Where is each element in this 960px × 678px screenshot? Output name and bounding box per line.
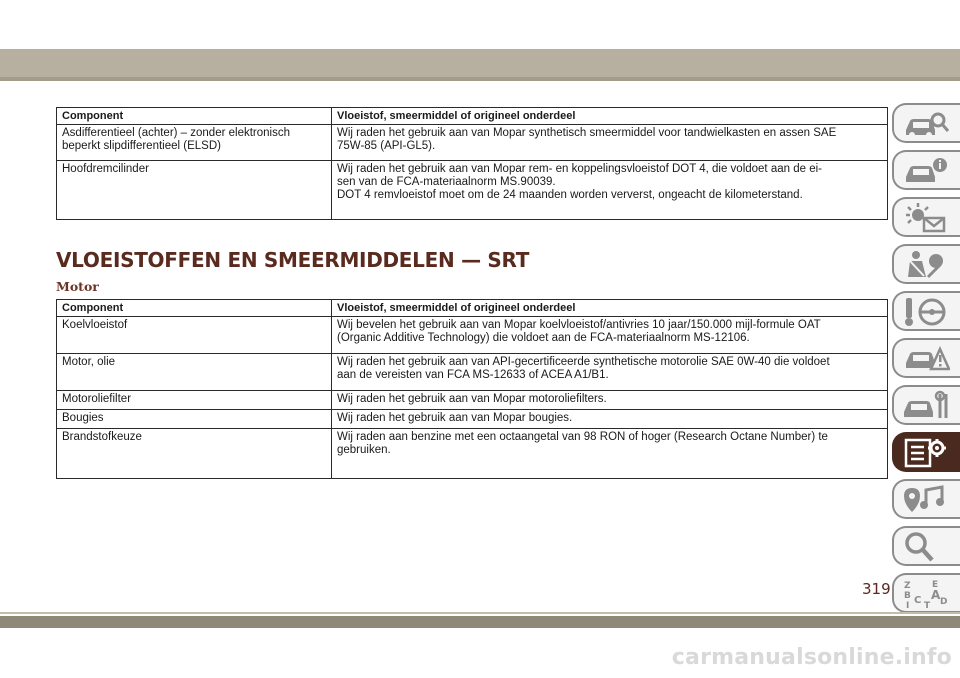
table-header-row xyxy=(57,108,888,125)
index-letter: T xyxy=(924,601,931,610)
tab-index[interactable] xyxy=(892,573,960,613)
component-cell: Brandstofkeuze xyxy=(57,429,332,479)
component-cell: Motor, olie xyxy=(57,354,332,391)
fluid-cell: Wij raden het gebruik aan van API-gecertificeerde synthetische motorolie SAE 0W-40 die voldoet aan de vereisten van FCA MS-12633 of ACEA A1/B1. xyxy=(332,354,888,391)
tab-warning-lights[interactable] xyxy=(892,197,960,237)
footer-band xyxy=(0,616,960,628)
component-cell: Motoroliefilter xyxy=(57,391,332,410)
footer-rule xyxy=(0,612,960,614)
tab-instrument-panel[interactable] xyxy=(892,150,960,190)
tab-technical-specifications[interactable] xyxy=(892,432,960,472)
column-header-component: Component xyxy=(57,300,332,317)
fluid-cell: Wij raden het gebruik aan van Mopar rem- en koppelingsvloeistof DOT 4, die voldoet aan de ei- sen van de FCA-materiaalnorm MS.90039. DOT 4 remvloeistof moet om de 24 maanden worden ververst, ongeacht de kilometerstand. xyxy=(332,161,888,220)
index-search-icon xyxy=(902,531,950,563)
table-row xyxy=(57,125,888,161)
index-letter: C xyxy=(914,595,922,606)
fluid-cell: Wij bevelen het gebruik aan van Mopar koelvloeistof/antivries 10 jaar/150.000 mijl-formule OAT (Organic Additive Technology) die voldoet aan de FCA-materiaalnorm MS-12106. xyxy=(332,317,888,354)
table-header-row xyxy=(57,300,888,317)
car-wrench-icon xyxy=(902,390,950,422)
tab-in-case-of-emergency[interactable] xyxy=(892,338,960,378)
header-band-edge xyxy=(0,77,960,81)
tab-servicing-maintenance[interactable] xyxy=(892,385,960,425)
fluids-table-axle-brake xyxy=(56,107,888,220)
table-row xyxy=(57,391,888,410)
fluid-cell: Wij raden het gebruik aan van Mopar motoroliefilters. xyxy=(332,391,888,410)
index-letter: B xyxy=(904,591,911,601)
table-row xyxy=(57,410,888,429)
column-header-fluid: Vloeistof, smeermiddel of origineel onderdeel xyxy=(332,300,888,317)
alphabetical-index-icon xyxy=(902,578,950,610)
seatbelt-airbag-icon xyxy=(902,249,950,281)
table-row xyxy=(57,354,888,391)
fluid-cell: Wij raden het gebruik aan van Mopar bougies. xyxy=(332,410,888,429)
component-cell: Asdifferentieel (achter) – zonder elektronisch beperkt slipdifferentieel (ELSD) xyxy=(57,125,332,161)
index-letter: I xyxy=(906,601,910,610)
section-title: VLOEISTOFFEN EN SMEERMIDDELEN — SRT xyxy=(56,248,530,272)
component-cell: Hoofdremcilinder xyxy=(57,161,332,220)
specifications-gear-icon xyxy=(902,437,950,469)
tab-customer-assistance[interactable] xyxy=(892,526,960,566)
component-cell: Bougies xyxy=(57,410,332,429)
fluid-cell: Wij raden aan benzine met een octaangetal van 98 RON of hoger (Research Octane Number) te gebruiken. xyxy=(332,429,888,479)
fluid-cell: Wij raden het gebruik aan van Mopar synthetisch smeermiddel voor tandwielkasten en assen SAE 75W-85 (API-GL5). xyxy=(332,125,888,161)
tab-getting-to-know-vehicle[interactable] xyxy=(892,103,960,143)
component-cell: Koelvloeistof xyxy=(57,317,332,354)
page-number: 319 xyxy=(862,580,891,598)
car-search-icon xyxy=(902,108,950,140)
chapter-tabs xyxy=(892,103,960,620)
car-info-icon xyxy=(902,155,950,187)
column-header-fluid: Vloeistof, smeermiddel of origineel onderdeel xyxy=(332,108,888,125)
car-hazard-triangle-icon xyxy=(902,343,950,375)
key-steering-wheel-icon xyxy=(902,296,950,328)
tab-safety[interactable] xyxy=(892,244,960,284)
index-letter: Z xyxy=(904,581,911,591)
index-letter: D xyxy=(940,597,948,607)
index-letter: E xyxy=(932,580,939,590)
tab-multimedia[interactable] xyxy=(892,479,960,519)
table-row xyxy=(57,317,888,354)
section-subtitle: Motor xyxy=(56,279,99,294)
table-row xyxy=(57,161,888,220)
warning-light-message-icon xyxy=(902,202,950,234)
table-row xyxy=(57,429,888,479)
watermark: carmanualsonline.info xyxy=(671,645,952,670)
fluids-table-engine xyxy=(56,299,888,479)
header-band xyxy=(0,49,960,77)
tab-starting-operating[interactable] xyxy=(892,291,960,331)
column-header-component: Component xyxy=(57,108,332,125)
multimedia-music-icon xyxy=(902,484,950,516)
index-letter: A xyxy=(931,588,941,602)
